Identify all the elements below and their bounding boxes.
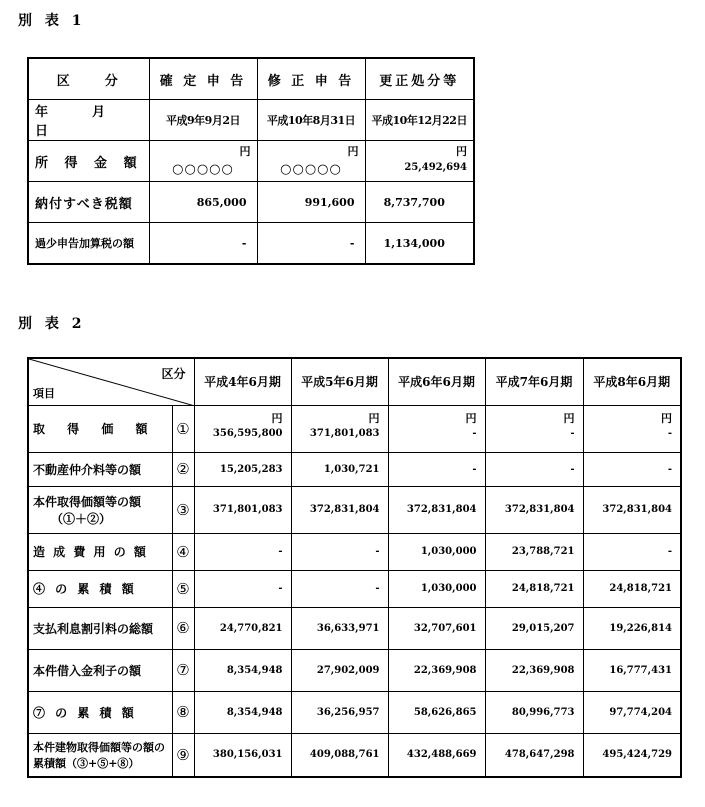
table2-header-row	[28, 358, 681, 405]
cell	[149, 141, 257, 182]
cell: 22,369,908	[388, 649, 485, 691]
cell: 36,256,957	[291, 691, 388, 733]
cell: 1,134,000	[365, 223, 474, 265]
cell	[583, 405, 681, 452]
row-label: 所 得 金 額	[28, 141, 149, 182]
row-label: 過少申告加算税の額	[28, 223, 149, 265]
row-label: 取 得 価 額	[28, 405, 172, 452]
cell: -	[291, 570, 388, 607]
cell: 1,030,000	[388, 570, 485, 607]
table2-header-h4: 平成4年6月期	[194, 358, 291, 405]
corner-top-label: 区分	[161, 367, 186, 381]
table-row	[28, 141, 474, 182]
cell: 409,088,761	[291, 733, 388, 777]
row-label-line1: 本件建物取得価額等の額の	[33, 740, 165, 754]
table1-caption: 別 表 1	[18, 13, 86, 29]
table-row	[28, 182, 474, 223]
cell: 27,902,009	[291, 649, 388, 691]
row-label: ④ の 累 積 額	[28, 570, 172, 607]
cell: 19,226,814	[583, 607, 681, 649]
cell: -	[291, 533, 388, 570]
cell: -	[583, 533, 681, 570]
row-label: 支払利息割引料の総額	[28, 607, 172, 649]
cell: 23,788,721	[485, 533, 583, 570]
cell: 平成10年12月22日	[365, 100, 474, 141]
table2	[27, 357, 682, 778]
table-row	[28, 691, 681, 733]
cell: 8,354,948	[194, 691, 291, 733]
cell	[291, 405, 388, 452]
cell	[257, 141, 365, 182]
cell	[194, 405, 291, 452]
cell	[388, 405, 485, 452]
table-row	[28, 405, 681, 452]
cell	[485, 405, 583, 452]
cell: 32,707,601	[388, 607, 485, 649]
unit-label: 円	[239, 145, 251, 158]
cell: 平成9年9月2日	[149, 100, 257, 141]
table-row	[28, 570, 681, 607]
unit-label: 円	[347, 145, 359, 158]
cell-value: 356,595,800	[212, 427, 283, 439]
table2-caption: 別 表 2	[18, 316, 86, 332]
row-label-line2: 累積額（③+⑤+⑧）	[33, 756, 140, 770]
row-number: ⑧	[172, 691, 194, 733]
cell: 372,831,804	[291, 486, 388, 533]
row-number: ①	[172, 405, 194, 452]
row-number: ⑥	[172, 607, 194, 649]
table-row	[28, 486, 681, 533]
cell: -	[149, 223, 257, 265]
row-number: ⑦	[172, 649, 194, 691]
cell: 1,030,721	[291, 452, 388, 486]
table2-header-h6: 平成6年6月期	[388, 358, 485, 405]
table1-header-row	[28, 58, 474, 100]
unit-label: 円	[368, 411, 380, 425]
cell: 865,000	[149, 182, 257, 223]
row-label-line2: （①＋②）	[51, 511, 112, 526]
cell: 58,626,865	[388, 691, 485, 733]
row-label-line1: 本件取得価額等の額	[33, 494, 142, 509]
unit-label: 円	[465, 411, 477, 425]
table-row	[28, 223, 474, 265]
unit-label: 円	[661, 411, 672, 425]
cell: 1,030,000	[388, 533, 485, 570]
table1-header-amended: 修 正 申 告	[257, 58, 365, 100]
cell: 478,647,298	[485, 733, 583, 777]
cell: 991,600	[257, 182, 365, 223]
cell: 16,777,431	[583, 649, 681, 691]
row-label: 本件借入金利子の額	[28, 649, 172, 691]
corner-bottom-label: 項目	[33, 386, 55, 400]
cell-value: ○○○○○	[280, 162, 342, 177]
row-number: ③	[172, 486, 194, 533]
table-row	[28, 533, 681, 570]
cell: -	[194, 533, 291, 570]
cell: -	[583, 452, 681, 486]
row-label: 年 月 日	[28, 100, 149, 141]
cell: 24,770,821	[194, 607, 291, 649]
row-number: ⑨	[172, 733, 194, 777]
cell: 372,831,804	[485, 486, 583, 533]
table2-header-h7: 平成7年6月期	[485, 358, 583, 405]
cell: 8,737,700	[365, 182, 474, 223]
table-row	[28, 452, 681, 486]
cell	[365, 141, 474, 182]
cell: 372,831,804	[388, 486, 485, 533]
table-row	[28, 100, 474, 141]
cell: 8,354,948	[194, 649, 291, 691]
cell: 24,818,721	[485, 570, 583, 607]
cell-value: 25,492,694	[404, 162, 467, 173]
row-label: 不動産仲介料等の額	[28, 452, 172, 486]
row-number: ②	[172, 452, 194, 486]
cell: 432,488,669	[388, 733, 485, 777]
table-row	[28, 733, 681, 777]
cell: -	[388, 452, 485, 486]
row-label: ⑦ の 累 積 額	[28, 691, 172, 733]
cell: 24,818,721	[583, 570, 681, 607]
table1-header-correction: 更正処分等	[365, 58, 474, 100]
row-label	[28, 486, 172, 533]
cell: 371,801,083	[194, 486, 291, 533]
cell: 15,205,283	[194, 452, 291, 486]
cell-value: -	[667, 427, 672, 439]
table-row	[28, 649, 681, 691]
cell-value: -	[570, 427, 575, 439]
row-number: ⑤	[172, 570, 194, 607]
unit-label: 円	[563, 411, 575, 425]
cell: -	[194, 570, 291, 607]
cell: -	[485, 452, 583, 486]
cell: 372,831,804	[583, 486, 681, 533]
table2-header-h5: 平成5年6月期	[291, 358, 388, 405]
table2-corner-cell	[28, 358, 194, 405]
cell-value: -	[472, 427, 477, 439]
cell: 22,369,908	[485, 649, 583, 691]
unit-label: 円	[456, 145, 467, 158]
cell-value: ○○○○○	[172, 162, 234, 177]
row-label: 納付すべき税額	[28, 182, 149, 223]
table1	[27, 57, 475, 265]
table-row	[28, 607, 681, 649]
cell: 29,015,207	[485, 607, 583, 649]
row-number: ④	[172, 533, 194, 570]
unit-label: 円	[271, 411, 283, 425]
cell: 97,774,204	[583, 691, 681, 733]
cell-value: 371,801,083	[309, 427, 380, 439]
table2-header-h8: 平成8年6月期	[583, 358, 681, 405]
cell: 380,156,031	[194, 733, 291, 777]
table1-header-category: 区 分	[28, 58, 149, 100]
cell: 495,424,729	[583, 733, 681, 777]
cell: 36,633,971	[291, 607, 388, 649]
table1-header-final: 確 定 申 告	[149, 58, 257, 100]
cell: 80,996,773	[485, 691, 583, 733]
cell: 平成10年8月31日	[257, 100, 365, 141]
row-label	[28, 733, 172, 777]
cell: -	[257, 223, 365, 265]
row-label: 造 成 費 用 の 額	[28, 533, 172, 570]
